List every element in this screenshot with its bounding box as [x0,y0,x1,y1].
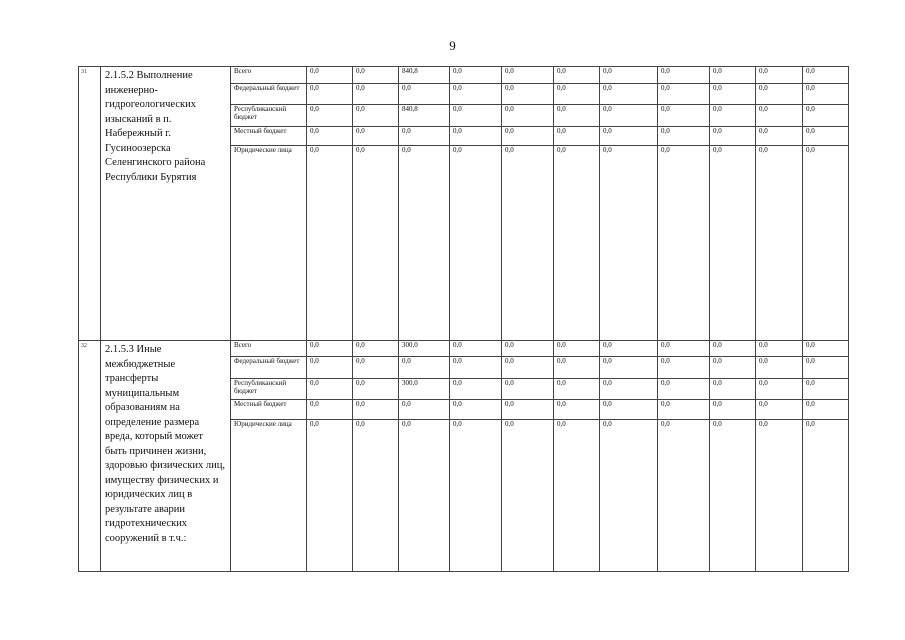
value-cell: 0,0 [450,400,502,420]
value-cell: 0,0 [803,341,849,357]
value-cell: 0,0 [450,84,502,105]
funding-source: Республиканский бюджет [231,105,307,127]
value-cell: 0,0 [554,420,600,572]
value-cell: 840,8 [399,67,450,84]
value-cell: 0,0 [710,379,756,400]
value-cell: 0,0 [554,84,600,105]
value-cell: 0,0 [307,420,353,572]
funding-source: Юридические лица [231,146,307,341]
value-cell: 0,0 [658,127,710,146]
value-cell: 0,0 [803,400,849,420]
value-cell: 0,0 [756,146,803,341]
value-cell: 300,0 [399,341,450,357]
value-cell: 0,0 [756,105,803,127]
value-cell: 0,0 [353,84,399,105]
funding-source: Республиканский бюджет [231,379,307,400]
value-cell: 0,0 [307,67,353,84]
value-cell: 0,0 [353,420,399,572]
value-cell: 0,0 [450,379,502,400]
budget-table [78,66,849,572]
value-cell: 0,0 [658,400,710,420]
table-row [79,341,849,357]
value-cell: 0,0 [803,146,849,341]
measure-title: 2.1.5.3 Иные межбюджетные трансферты муниципальным образованиям на определение размера вреда, который может быть причинен жизни, здоровью физических лиц, имуществу физических и юридических лиц в результате аварии гидротехнических сооружений в т.ч.: [101,341,231,572]
value-cell: 0,0 [307,105,353,127]
value-cell: 0,0 [353,357,399,379]
value-cell: 0,0 [307,379,353,400]
value-cell: 0,0 [554,127,600,146]
value-cell: 0,0 [658,146,710,341]
value-cell: 0,0 [450,127,502,146]
value-cell: 0,0 [658,357,710,379]
funding-source: Федеральный бюджет [231,357,307,379]
value-cell: 0,0 [353,379,399,400]
value-cell: 0,0 [502,127,554,146]
value-cell: 0,0 [353,341,399,357]
value-cell: 0,0 [502,84,554,105]
value-cell: 0,0 [353,67,399,84]
value-cell: 0,0 [710,357,756,379]
value-cell: 0,0 [502,341,554,357]
value-cell: 0,0 [803,127,849,146]
measure-title: 2.1.5.2 Выполнение инженерно-гидрогеологических изысканий в п. Набережный г. Гусиноозерска Селенгинского района Республики Бурятия [101,67,231,341]
value-cell: 0,0 [502,67,554,84]
value-cell: 0,0 [307,146,353,341]
value-cell: 0,0 [399,84,450,105]
value-cell: 0,0 [554,341,600,357]
value-cell: 0,0 [600,127,658,146]
value-cell: 0,0 [450,341,502,357]
value-cell: 0,0 [803,357,849,379]
value-cell: 0,0 [658,105,710,127]
value-cell: 0,0 [658,67,710,84]
value-cell: 840,8 [399,105,450,127]
value-cell: 0,0 [399,127,450,146]
value-cell: 0,0 [502,146,554,341]
funding-source: Местный бюджет [231,400,307,420]
value-cell: 0,0 [502,357,554,379]
funding-source: Федеральный бюджет [231,84,307,105]
value-cell: 0,0 [600,67,658,84]
value-cell: 0,0 [450,357,502,379]
value-cell: 0,0 [307,84,353,105]
value-cell: 0,0 [554,146,600,341]
value-cell: 0,0 [502,379,554,400]
value-cell: 0,0 [756,67,803,84]
value-cell: 0,0 [756,84,803,105]
value-cell: 0,0 [600,105,658,127]
value-cell: 0,0 [600,357,658,379]
value-cell: 0,0 [710,67,756,84]
funding-source: Всего [231,67,307,84]
value-cell: 0,0 [710,127,756,146]
value-cell: 0,0 [307,400,353,420]
value-cell: 0,0 [710,146,756,341]
value-cell: 0,0 [353,146,399,341]
value-cell: 0,0 [554,379,600,400]
funding-source: Юридические лица [231,420,307,572]
value-cell: 0,0 [600,379,658,400]
value-cell: 0,0 [600,84,658,105]
value-cell: 0,0 [600,341,658,357]
value-cell: 0,0 [710,400,756,420]
value-cell: 0,0 [600,420,658,572]
value-cell: 0,0 [307,127,353,146]
value-cell: 0,0 [554,400,600,420]
value-cell: 0,0 [502,400,554,420]
value-cell: 0,0 [756,400,803,420]
value-cell: 0,0 [600,146,658,341]
value-cell: 0,0 [399,400,450,420]
value-cell: 0,0 [399,357,450,379]
value-cell: 0,0 [803,84,849,105]
row-number: 31 [79,67,101,341]
value-cell: 0,0 [353,105,399,127]
funding-source: Местный бюджет [231,127,307,146]
value-cell: 0,0 [658,341,710,357]
value-cell: 0,0 [756,341,803,357]
value-cell: 0,0 [658,84,710,105]
value-cell: 0,0 [658,420,710,572]
value-cell: 0,0 [307,357,353,379]
value-cell: 300,0 [399,379,450,400]
value-cell: 0,0 [450,420,502,572]
value-cell: 0,0 [450,67,502,84]
value-cell: 0,0 [710,420,756,572]
value-cell: 0,0 [803,420,849,572]
value-cell: 0,0 [399,146,450,341]
value-cell: 0,0 [710,341,756,357]
value-cell: 0,0 [554,105,600,127]
value-cell: 0,0 [554,67,600,84]
value-cell: 0,0 [710,105,756,127]
value-cell: 0,0 [353,127,399,146]
value-cell: 0,0 [803,379,849,400]
value-cell: 0,0 [756,127,803,146]
value-cell: 0,0 [710,84,756,105]
value-cell: 0,0 [600,400,658,420]
value-cell: 0,0 [502,420,554,572]
row-number: 32 [79,341,101,572]
value-cell: 0,0 [399,420,450,572]
value-cell: 0,0 [554,357,600,379]
value-cell: 0,0 [756,420,803,572]
value-cell: 0,0 [756,379,803,400]
value-cell: 0,0 [803,105,849,127]
value-cell: 0,0 [307,341,353,357]
value-cell: 0,0 [450,146,502,341]
value-cell: 0,0 [658,379,710,400]
value-cell: 0,0 [502,105,554,127]
page-number: 9 [449,38,456,53]
funding-source: Всего [231,341,307,357]
value-cell: 0,0 [450,105,502,127]
value-cell: 0,0 [353,400,399,420]
table-row [79,67,849,84]
value-cell: 0,0 [803,67,849,84]
value-cell: 0,0 [756,357,803,379]
